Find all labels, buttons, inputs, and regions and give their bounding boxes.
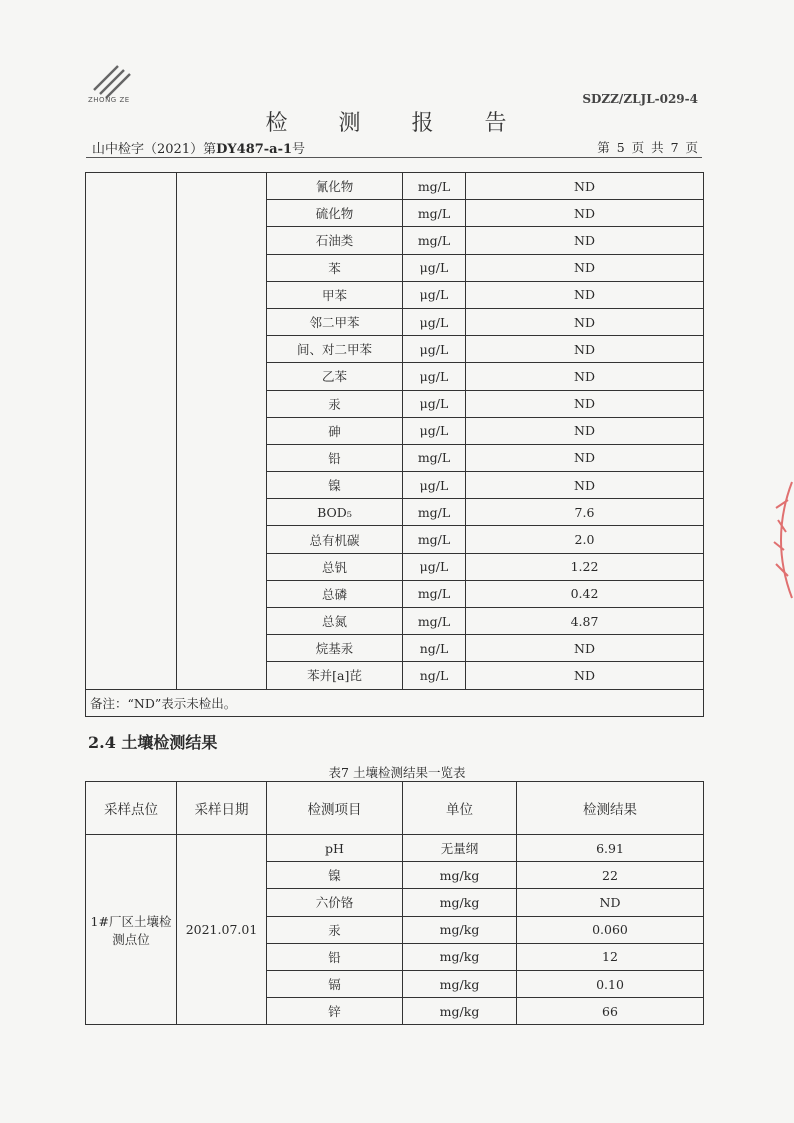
unit-cell: μg/L <box>403 390 466 417</box>
unit-cell: ng/L <box>403 635 466 662</box>
unit-cell: μg/L <box>403 363 466 390</box>
result-cell: ND <box>517 889 704 916</box>
result-cell: ND <box>466 363 704 390</box>
test-item-cell: 总氮 <box>267 608 403 635</box>
result-cell: 0.42 <box>466 580 704 607</box>
test-item-cell: BOD₅ <box>267 499 403 526</box>
unit-cell: mg/L <box>403 580 466 607</box>
soil-results-table <box>85 781 704 1025</box>
test-item-cell: 铅 <box>267 444 403 471</box>
test-item-cell: 乙苯 <box>267 363 403 390</box>
water-results-table <box>85 172 704 717</box>
unit-cell: μg/L <box>403 417 466 444</box>
result-cell: 12 <box>517 943 704 970</box>
result-cell: ND <box>466 200 704 227</box>
report-number-prefix: 山中检字（2021）第 <box>92 142 217 157</box>
header-result: 检测结果 <box>517 782 704 835</box>
header-divider <box>86 157 702 158</box>
note-row <box>86 689 704 716</box>
report-title: 检 测 报 告 <box>265 111 529 136</box>
unit-cell: μg/L <box>403 308 466 335</box>
unit-cell: μg/L <box>403 281 466 308</box>
unit-cell: mg/kg <box>403 862 517 889</box>
unit-cell: mg/kg <box>403 889 517 916</box>
result-cell: 4.87 <box>466 608 704 635</box>
unit-cell: mg/kg <box>403 970 517 997</box>
unit-cell: mg/kg <box>403 943 517 970</box>
unit-cell: mg/L <box>403 227 466 254</box>
test-item-cell: pH <box>267 835 403 862</box>
test-item-cell: 邻二甲苯 <box>267 308 403 335</box>
header-sampling-date: 采样日期 <box>177 782 267 835</box>
test-item-cell: 锌 <box>267 998 403 1025</box>
test-item-cell: 镍 <box>267 472 403 499</box>
test-item-cell: 砷 <box>267 417 403 444</box>
test-item-cell: 总有机碳 <box>267 526 403 553</box>
unit-cell: μg/L <box>403 254 466 281</box>
page-info: 第 5 页 共 7 页 <box>597 140 698 155</box>
unit-cell: mg/kg <box>403 998 517 1025</box>
header-unit: 单位 <box>403 782 517 835</box>
sampling-site-cell <box>86 173 177 690</box>
table-row <box>86 835 704 862</box>
result-cell: ND <box>466 444 704 471</box>
result-cell: 1.22 <box>466 553 704 580</box>
unit-cell: ng/L <box>403 662 466 689</box>
table-note: 备注：“ND”表示未检出。 <box>86 689 704 716</box>
test-item-cell: 苯并[a]芘 <box>267 662 403 689</box>
unit-cell: μg/L <box>403 553 466 580</box>
unit-cell: mg/L <box>403 499 466 526</box>
unit-cell: 无量纲 <box>403 835 517 862</box>
test-item-cell: 汞 <box>267 390 403 417</box>
result-cell: ND <box>466 336 704 363</box>
test-item-cell: 间、对二甲苯 <box>267 336 403 363</box>
test-item-cell: 烷基汞 <box>267 635 403 662</box>
unit-cell: mg/L <box>403 444 466 471</box>
test-item-cell: 石油类 <box>267 227 403 254</box>
result-cell: ND <box>466 635 704 662</box>
unit-cell: mg/L <box>403 608 466 635</box>
result-cell: ND <box>466 417 704 444</box>
test-item-cell: 总磷 <box>267 580 403 607</box>
header-sampling-site: 采样点位 <box>86 782 177 835</box>
test-item-cell: 镍 <box>267 862 403 889</box>
result-cell: ND <box>466 472 704 499</box>
result-cell: 0.060 <box>517 916 704 943</box>
test-item-cell: 铅 <box>267 943 403 970</box>
sampling-date-cell <box>177 173 267 690</box>
report-number <box>92 138 305 157</box>
logo-text: ZHONG ZE <box>88 96 130 104</box>
test-item-cell: 六价铬 <box>267 889 403 916</box>
test-item-cell: 总钒 <box>267 553 403 580</box>
unit-cell: μg/L <box>403 472 466 499</box>
section-heading: 2.4 土壤检测结果 <box>88 733 218 752</box>
report-number-suffix: 号 <box>292 142 306 157</box>
table-header-row <box>86 782 704 835</box>
table-caption: 表7 土壤检测结果一览表 <box>328 765 466 780</box>
unit-cell: mg/L <box>403 200 466 227</box>
test-item-cell: 汞 <box>267 916 403 943</box>
result-cell: ND <box>466 227 704 254</box>
result-cell: ND <box>466 390 704 417</box>
result-cell: 6.91 <box>517 835 704 862</box>
unit-cell: mg/L <box>403 526 466 553</box>
header-test-item: 检测项目 <box>267 782 403 835</box>
test-item-cell: 苯 <box>267 254 403 281</box>
test-item-cell: 甲苯 <box>267 281 403 308</box>
result-cell: ND <box>466 308 704 335</box>
sampling-date-cell: 2021.07.01 <box>177 835 267 1025</box>
result-cell: ND <box>466 254 704 281</box>
result-cell: 2.0 <box>466 526 704 553</box>
report-number-code: DY487-a-1 <box>216 142 293 157</box>
result-cell: 0.10 <box>517 970 704 997</box>
result-cell: ND <box>466 281 704 308</box>
unit-cell: mg/L <box>403 173 466 200</box>
unit-cell: mg/kg <box>403 916 517 943</box>
result-cell: 66 <box>517 998 704 1025</box>
result-cell: ND <box>466 173 704 200</box>
result-cell: 7.6 <box>466 499 704 526</box>
result-cell: ND <box>466 662 704 689</box>
test-item-cell: 硫化物 <box>267 200 403 227</box>
document-code: SDZZ/ZLJL-029-4 <box>582 92 698 106</box>
unit-cell: μg/L <box>403 336 466 363</box>
test-item-cell: 镉 <box>267 970 403 997</box>
result-cell: 22 <box>517 862 704 889</box>
sampling-site-cell: 1#厂区土壤检测点位 <box>86 835 177 1025</box>
stamp-mark-icon <box>764 480 794 600</box>
table-row <box>86 173 704 200</box>
test-item-cell: 氰化物 <box>267 173 403 200</box>
